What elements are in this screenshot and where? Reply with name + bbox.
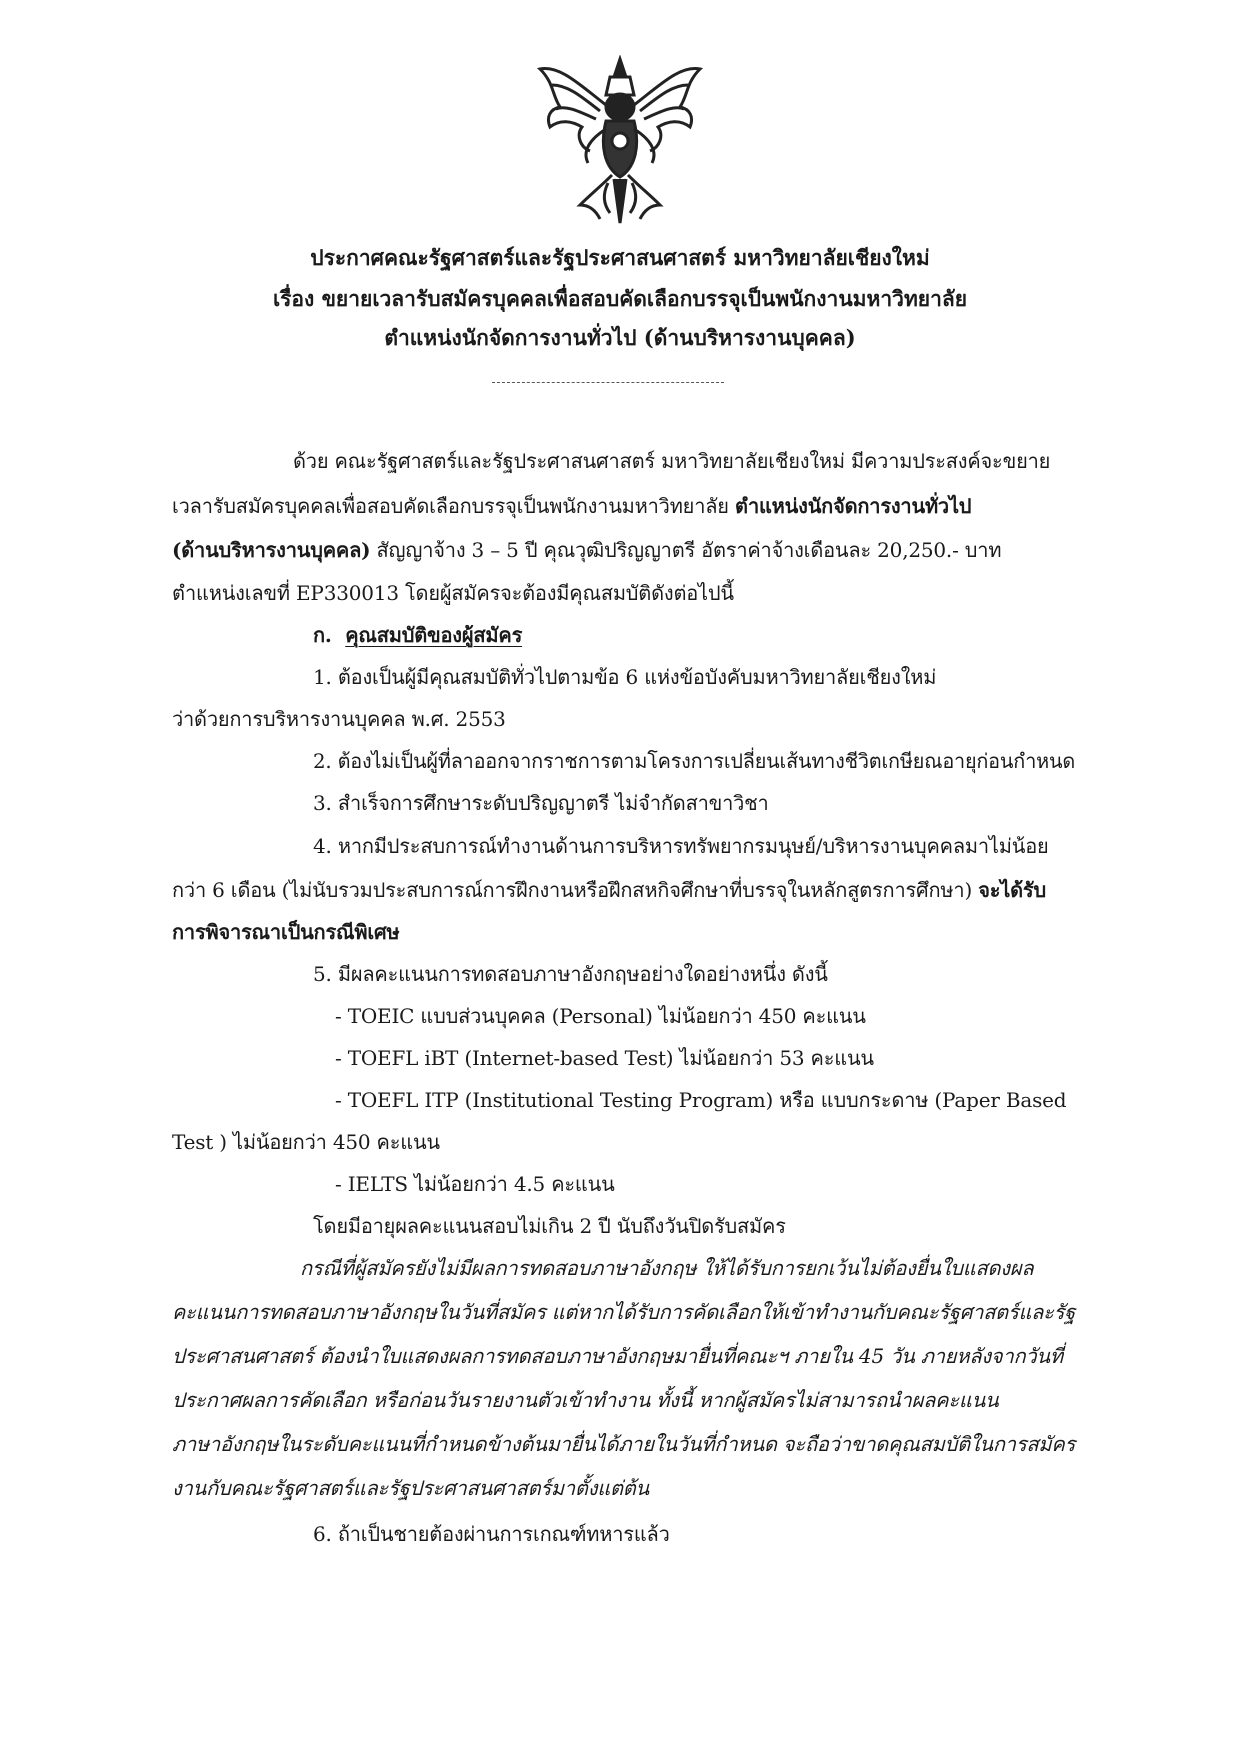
item-4-bold-a: จะได้รับ — [978, 878, 1046, 902]
item-1-line-1: 1. ต้องเป็นผู้มีคุณสมบัติทั่วไปตามข้อ 6 แห่งข้อบังคับมหาวิทยาลัยเชียงใหม่ — [313, 665, 937, 689]
section-heading — [313, 618, 522, 652]
note-line-2: คะแนนการทดสอบภาษาอังกฤษในวันที่สมัคร แต่หากได้รับการคัดเลือกให้เข้าทำงานกับคณะรัฐศาสตร์และรัฐ — [172, 1300, 1076, 1324]
item-4-line-2-text: กว่า 6 เดือน (ไม่นับรวมประสบการณ์การฝึกงานหรือฝึกสหกิจศึกษาที่บรรจุในหลักสูตรการศึกษา) — [172, 878, 979, 902]
test-ielts: - IELTS ไม่น้อยกว่า 4.5 คะแนน — [335, 1172, 615, 1196]
item-4-line-3: การพิจารณาเป็นกรณีพิเศษ — [172, 920, 400, 944]
test-toeic: - TOEIC แบบส่วนบุคคล (Personal) ไม่น้อยกว่า 450 คะแนน — [335, 1004, 866, 1028]
item-1-line-2: ว่าด้วยการบริหารงานบุคคล พ.ศ. 2553 — [172, 707, 506, 731]
test-toefl-itp-line-2: Test ) ไม่น้อยกว่า 450 คะแนน — [172, 1130, 440, 1154]
position-title: ตำแหน่งนักจัดการงานทั่วไป (ด้านบริหารงานบุคคล) — [384, 325, 856, 350]
heading-divider — [492, 382, 724, 383]
note-line-5: ภาษาอังกฤษในระดับคะแนนที่กำหนดข้างต้นมายื่นได้ภายในวันที่กำหนด จะถือว่าขาดคุณสมบัติในการสมัคร — [172, 1432, 1076, 1456]
score-validity: โดยมีอายุผลคะแนนสอบไม่เกิน 2 ปี นับถึงวันปิดรับสมัคร — [313, 1214, 786, 1238]
intro-position-bold: ตำแหน่งนักจัดการงานทั่วไป — [734, 494, 972, 518]
intro-line-2 — [172, 489, 971, 523]
announcement-subject: เรื่อง ขยายเวลารับสมัครบุคคลเพื่อสอบคัดเลือกบรรจุเป็นพนักงานมหาวิทยาลัย — [272, 286, 968, 311]
intro-line-4: ตำแหน่งเลขที่ EP330013 โดยผู้สมัครจะต้องมีคุณสมบัติดังต่อไปนี้ — [172, 581, 734, 605]
intro-line-2-text: เวลารับสมัครบุคคลเพื่อสอบคัดเลือกบรรจุเป็นพนักงานมหาวิทยาลัย — [172, 494, 735, 518]
item-2: 2. ต้องไม่เป็นผู้ที่ลาออกจากราชการตามโครงการเปลี่ยนเส้นทางชีวิตเกษียณอายุก่อนกำหนด — [313, 749, 1076, 773]
section-marker: ก. — [313, 623, 332, 647]
note-line-1: กรณีที่ผู้สมัครยังไม่มีผลการทดสอบภาษาอังกฤษ ให้ได้รับการยกเว้นไม่ต้องยื่นใบแสดงผล — [300, 1256, 1034, 1280]
intro-line-1: ด้วย คณะรัฐศาสตร์และรัฐประศาสนศาสตร์ มหาวิทยาลัยเชียงใหม่ มีความประสงค์จะขยาย — [293, 449, 1051, 473]
intro-line-3 — [172, 533, 1001, 567]
item-4-line-2 — [172, 873, 1046, 907]
item-4-line-1: 4. หากมีประสบการณ์ทำงานด้านการบริหารทรัพยากรมนุษย์/บริหารงานบุคคลมาไม่น้อย — [313, 834, 1049, 858]
garuda-emblem-icon — [530, 55, 710, 225]
item-3: 3. สำเร็จการศึกษาระดับปริญญาตรี ไม่จำกัดสาขาวิชา — [313, 791, 769, 815]
intro-department-bold: (ด้านบริหารงานบุคคล) — [172, 538, 371, 562]
intro-line-3-text: สัญญาจ้าง 3 – 5 ปี คุณวุฒิปริญญาตรี อัตราค่าจ้างเดือนละ 20,250.- บาท — [370, 538, 1002, 562]
item-6: 6. ถ้าเป็นชายต้องผ่านการเกณฑ์ทหารแล้ว — [313, 1522, 670, 1546]
announcement-title: ประกาศคณะรัฐศาสตร์และรัฐประศาสนศาสตร์ มหาวิทยาลัยเชียงใหม่ — [310, 245, 930, 270]
test-toefl-ibt: - TOEFL iBT (Internet-based Test) ไม่น้อยกว่า 53 คะแนน — [335, 1046, 874, 1070]
test-toefl-itp-line-1: - TOEFL ITP (Institutional Testing Program) หรือ แบบกระดาษ (Paper Based — [335, 1088, 1067, 1112]
note-line-3: ประศาสนศาสตร์ ต้องนำใบแสดงผลการทดสอบภาษาอังกฤษมายื่นที่คณะฯ ภายใน 45 วัน ภายหลังจากวันที่ — [172, 1344, 1063, 1368]
section-title: คุณสมบัติของผู้สมัคร — [345, 623, 523, 647]
note-line-6: งานกับคณะรัฐศาสตร์และรัฐประศาสนศาสตร์มาตั้งแต่ต้น — [172, 1476, 650, 1500]
item-5: 5. มีผลคะแนนการทดสอบภาษาอังกฤษอย่างใดอย่างหนึ่ง ดังนี้ — [313, 962, 828, 986]
note-line-4: ประกาศผลการคัดเลือก หรือก่อนวันรายงานตัวเข้าทำงาน ทั้งนี้ หากผู้สมัครไม่สามารถนำผลคะแนน — [172, 1388, 999, 1412]
